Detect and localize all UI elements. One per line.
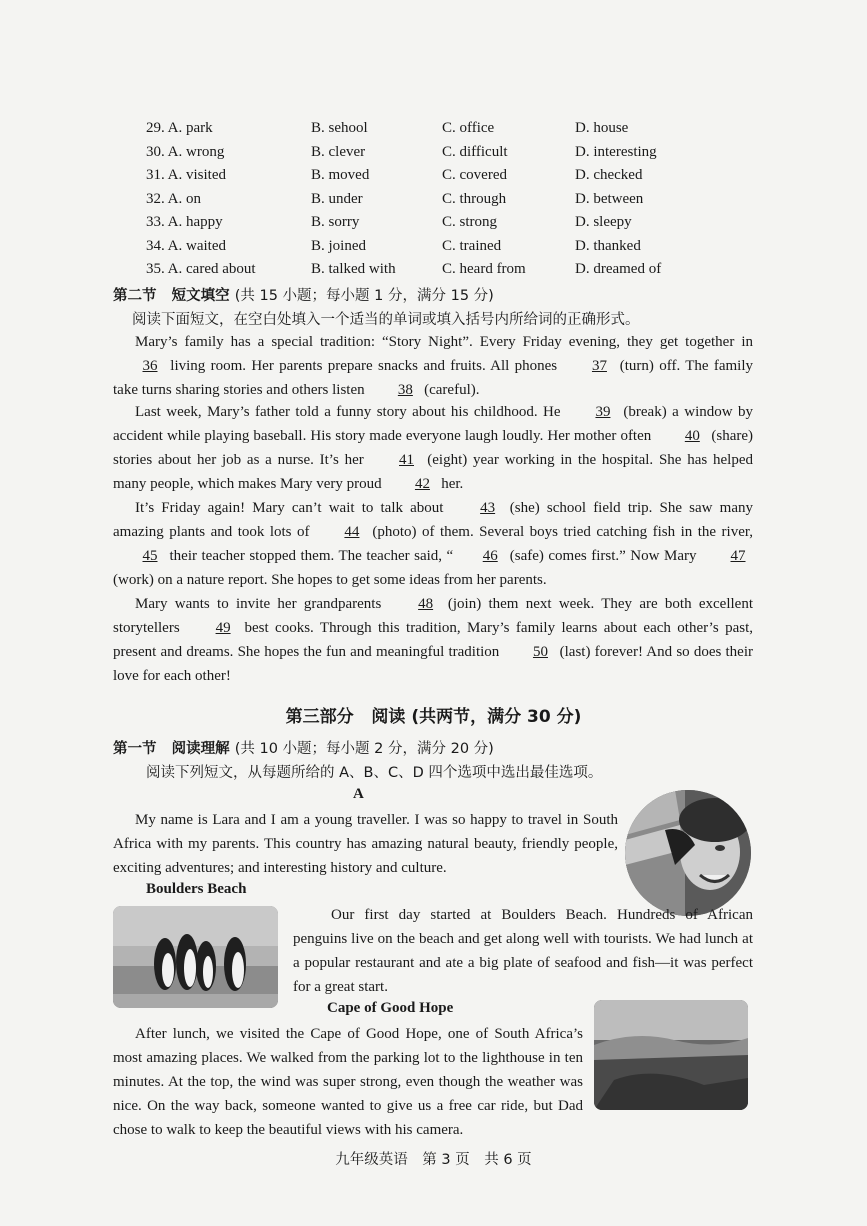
- text: their teacher stopped them. The teacher said, “: [165, 548, 454, 564]
- text: (eight) year working in the hospital. She has helped many people, which makes Mary very proud: [113, 452, 753, 492]
- option: 31. A. visited: [146, 167, 227, 183]
- passage-letter: A: [353, 786, 364, 802]
- text: (work) on a nature report. She hopes to get some ideas from her parents.: [113, 572, 547, 588]
- option: 33. A. happy: [146, 214, 223, 230]
- heading-boulders-beach: Boulders Beach: [146, 881, 247, 897]
- option: C. strong: [442, 214, 498, 230]
- part3-title-text: 阅读 (共两节，满分 30 分): [371, 707, 582, 727]
- text: Mary wants to invite her grandparents: [135, 596, 389, 612]
- blank-47: 47: [730, 548, 746, 564]
- part3-label: 第三部分: [285, 707, 354, 727]
- text: (join) them next week. They are both excellent storytellers: [113, 596, 754, 636]
- option: B. sorry: [311, 214, 360, 230]
- option: C. covered: [442, 167, 507, 183]
- girl-photo: [625, 790, 751, 916]
- option: C. trained: [442, 238, 502, 254]
- cloze-paragraph-4: [113, 592, 753, 688]
- option: B. joined: [311, 238, 366, 254]
- option: B. sehool: [311, 120, 368, 136]
- blank-48: 48: [418, 596, 434, 612]
- penguin-photo: [113, 906, 278, 1008]
- text: Last week, Mary’s father told a funny story about his childhood. He: [135, 404, 566, 420]
- section2-title: 短文填空: [171, 288, 230, 304]
- option-row: [146, 191, 706, 213]
- cloze-paragraph-3: [113, 496, 753, 592]
- section2-info: (共 15 小题；每小题 1 分，满分 15 分): [234, 288, 494, 304]
- option: 35. A. cared about: [146, 261, 256, 277]
- passage-cape-text: After lunch, we visited the Cape of Good Hope, one of South Africa’s most amazing places. We walked from the parking lot to the lighthouse in ten minutes. At the top, the wind was super strong, even though the weather was nice. On the way back, someone wanted to give us a free car ride, but Dad chose to walk to keep the beautiful views with his camera.: [113, 1026, 583, 1138]
- cloze-paragraph-2: [113, 400, 753, 496]
- option-row: [146, 214, 706, 236]
- section1-instruction: 阅读下列短文，从每题所给的 A、B、C、D 四个选项中选出最佳选项。: [146, 765, 603, 781]
- blank-50: 50: [532, 644, 548, 660]
- blank-42: 42: [414, 476, 430, 492]
- blank-45: 45: [142, 548, 158, 564]
- section2-instruction: 阅读下面短文，在空白处填入一个适当的单词或填入括号内所给词的正确形式。: [132, 312, 640, 328]
- blank-39: 39: [595, 404, 611, 420]
- penguin-photo-image: [113, 906, 278, 1008]
- text: (photo) of them. Several boys tried catching fish in the river,: [366, 524, 753, 540]
- option: C. difficult: [442, 144, 508, 160]
- blank-40: 40: [684, 428, 700, 444]
- blank-36: 36: [142, 358, 158, 374]
- text: (careful).: [420, 382, 480, 398]
- girl-photo-image: [625, 790, 751, 916]
- section1-heading: [113, 737, 494, 758]
- blank-49: 49: [215, 620, 231, 636]
- text: It’s Friday again! Mary can’t wait to talk about: [135, 500, 451, 516]
- option: B. under: [311, 191, 363, 207]
- text: best cooks. Through this tradition, Mary’s family learns about each other’s past, present and dreams. She hopes the fun and meaningful tradition: [113, 620, 753, 660]
- option: D. house: [575, 120, 629, 136]
- blank-43: 43: [480, 500, 496, 516]
- option: D. interesting: [575, 144, 657, 160]
- option: C. through: [442, 191, 507, 207]
- section1-info: (共 10 小题；每小题 2 分，满分 20 分): [234, 741, 494, 757]
- text: (share) stories about her job as a nurse. It’s her: [113, 428, 753, 468]
- blank-44: 44: [344, 524, 360, 540]
- section2-heading: [113, 284, 494, 305]
- text: Mary’s family has a special tradition: “Story Night”. Every Friday evening, they get together in: [135, 334, 753, 350]
- blank-38: 38: [397, 382, 413, 398]
- text: (turn) off. The family take turns sharing stories and others listen: [113, 358, 754, 398]
- passage-beach: Our first day started at Boulders Beach. Hundreds of African penguins live on the beach and get along well with tourists. We had lunch at a popular restaurant and ate a big plate of seafood and fish—it was perfect for a great start.: [293, 907, 753, 995]
- section2-label: 第二节: [113, 288, 157, 304]
- option: B. moved: [311, 167, 370, 183]
- passage-cape: [113, 1022, 753, 1142]
- option: D. between: [575, 191, 644, 207]
- part3-title: [0, 702, 867, 727]
- option: 34. A. waited: [146, 238, 226, 254]
- text: (break) a window by accident while playing baseball. His story made everyone laugh loudly. Her mother often: [113, 404, 753, 444]
- option: D. dreamed of: [575, 261, 662, 277]
- option-row: [146, 120, 706, 142]
- option: B. clever: [311, 144, 366, 160]
- option-row: [146, 261, 706, 283]
- option: C. heard from: [442, 261, 526, 277]
- text: living room. Her parents prepare snacks and fruits. All phones: [165, 358, 563, 374]
- option: 29. A. park: [146, 120, 213, 136]
- option: 32. A. on: [146, 191, 202, 207]
- blank-41: 41: [399, 452, 414, 468]
- section1-title: 阅读理解: [171, 741, 230, 757]
- blank-37: 37: [591, 358, 607, 374]
- cloze-paragraph-1: [113, 330, 753, 402]
- page-footer: 九年级英语 第 3 页 共 6 页: [335, 1152, 532, 1168]
- text: (last) forever! And so does their love for each other!: [113, 644, 753, 684]
- text: (safe) comes first.” Now Mary: [505, 548, 701, 564]
- heading-cape-of-good-hope: Cape of Good Hope: [327, 1000, 454, 1016]
- option-row: [146, 144, 706, 166]
- option-row: [146, 238, 706, 260]
- option: 30. A. wrong: [146, 144, 225, 160]
- option-row: [146, 167, 706, 189]
- option: B. talked with: [311, 261, 396, 277]
- section1-label: 第一节: [113, 741, 157, 757]
- option: D. sleepy: [575, 214, 632, 230]
- option: D. checked: [575, 167, 643, 183]
- text: (she) school field trip. She saw many amazing plants and took lots of: [113, 500, 753, 540]
- blank-46: 46: [482, 548, 498, 564]
- option: C. office: [442, 120, 495, 136]
- passage-intro: My name is Lara and I am a young traveller. I was so happy to travel in South Africa with my parents. This country has amazing natural beauty, friendly people, exciting adventures; and interesting history and culture.: [113, 812, 618, 876]
- text: her.: [437, 476, 464, 492]
- option: D. thanked: [575, 238, 641, 254]
